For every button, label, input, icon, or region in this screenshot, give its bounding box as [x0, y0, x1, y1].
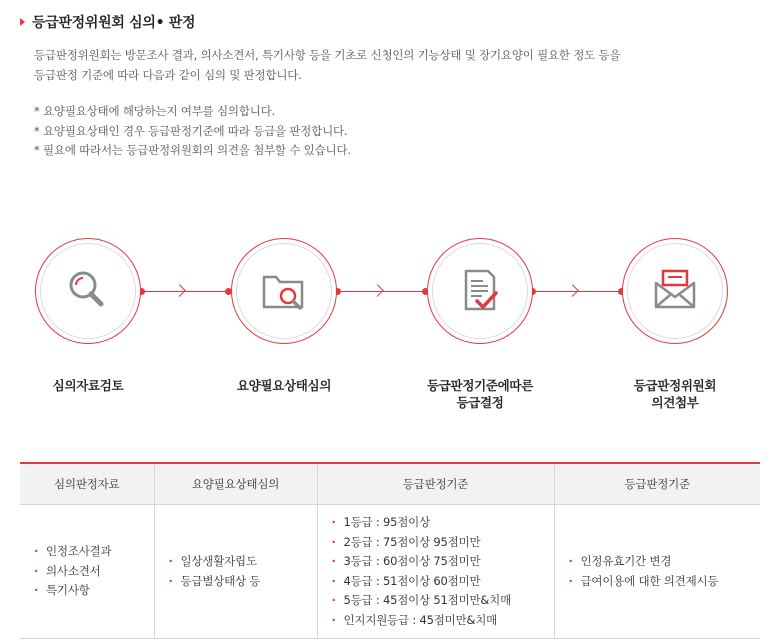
section-header	[20, 12, 195, 32]
step-connector	[337, 291, 426, 292]
list-item: · 등급별상태상 등	[169, 572, 317, 592]
step-circle-opinion	[622, 238, 728, 344]
document-check-icon	[452, 263, 508, 319]
table-cell	[554, 505, 760, 639]
chevron-right-icon	[371, 284, 384, 297]
list-item: · 3등급 : 60점이상 75점미만	[332, 552, 554, 572]
notes-list	[34, 102, 764, 161]
step-label-line: 등급판정위원회	[633, 378, 717, 393]
chevron-right-icon	[566, 284, 579, 297]
bullet-arrow-icon	[20, 18, 25, 26]
step-label: 요양필요상태심의	[236, 378, 332, 393]
step-connector	[141, 291, 229, 292]
intro-paragraph	[34, 45, 764, 85]
folder-search-icon	[256, 263, 312, 319]
note-item: * 필요에 따라서는 등급판정위원회의 의견을 첨부할 수 있습니다.	[34, 143, 351, 157]
list-item: · 특기사항	[34, 581, 154, 601]
section-title: 등급판정위원회 심의• 판정	[32, 15, 196, 31]
intro-line: 등급판정 기준에 따라 다음과 같이 심의 및 판정합니다.	[34, 68, 302, 82]
table-header: 등급판정기준	[317, 463, 554, 505]
table-header: 등급판정기준	[554, 463, 760, 505]
table-header: 심의판정자료	[20, 463, 154, 505]
intro-line: 등급판정위원회는 방문조사 결과, 의사소견서, 특기사항 등을 기초로 신청인의 기능상태 및 장기요양이 필요한 정도 등을	[34, 48, 621, 62]
table-cell	[154, 505, 317, 639]
list-item: · 인정유효기간 변경	[569, 552, 761, 572]
table-row	[20, 505, 760, 639]
list-item: · 인정조사결과	[34, 542, 154, 562]
list-item: · 4등급 : 51점이상 60점미만	[332, 572, 554, 592]
list-item: · 일상생활자립도	[169, 552, 317, 572]
list-item: · 급여이용에 대한 의견제시등	[569, 572, 761, 592]
note-item: * 요양필요상태에 해당하는지 여부를 심의합니다.	[34, 104, 276, 118]
list-item: · 1등급 : 95점이상	[332, 513, 554, 533]
step-circle-need-review	[231, 238, 337, 344]
table-cell	[20, 505, 154, 639]
envelope-icon	[647, 263, 703, 319]
step-label-line: 등급판정기준에따른	[427, 378, 533, 393]
step-label-line: 등급결정	[456, 395, 504, 410]
list-item: · 인지지원등급 : 45점미만&치매	[332, 611, 554, 631]
list-item: · 2등급 : 75점이상 95점미만	[332, 533, 554, 553]
note-item: * 요양필요상태인 경우 등급판정기준에 따라 등급을 판정합니다.	[34, 123, 348, 138]
list-item: · 5등급 : 45점이상 51점미만&치매	[332, 591, 554, 611]
chevron-right-icon	[173, 284, 186, 297]
table-header-row	[20, 463, 760, 505]
step-label	[595, 377, 755, 411]
step-connector	[532, 291, 622, 292]
step-label-line: 의견첨부	[651, 395, 699, 410]
process-steps	[0, 232, 780, 412]
step-circle-review	[35, 238, 141, 344]
step-label	[400, 377, 560, 411]
step-label: 심의자료검토	[52, 378, 124, 393]
step-circle-grade-decision	[427, 238, 533, 344]
judgment-table	[20, 462, 760, 639]
table-cell	[317, 505, 554, 639]
table-header: 요양필요상태심의	[154, 463, 317, 505]
magnifier-icon	[61, 264, 115, 318]
list-item: · 의사소견서	[34, 562, 154, 582]
